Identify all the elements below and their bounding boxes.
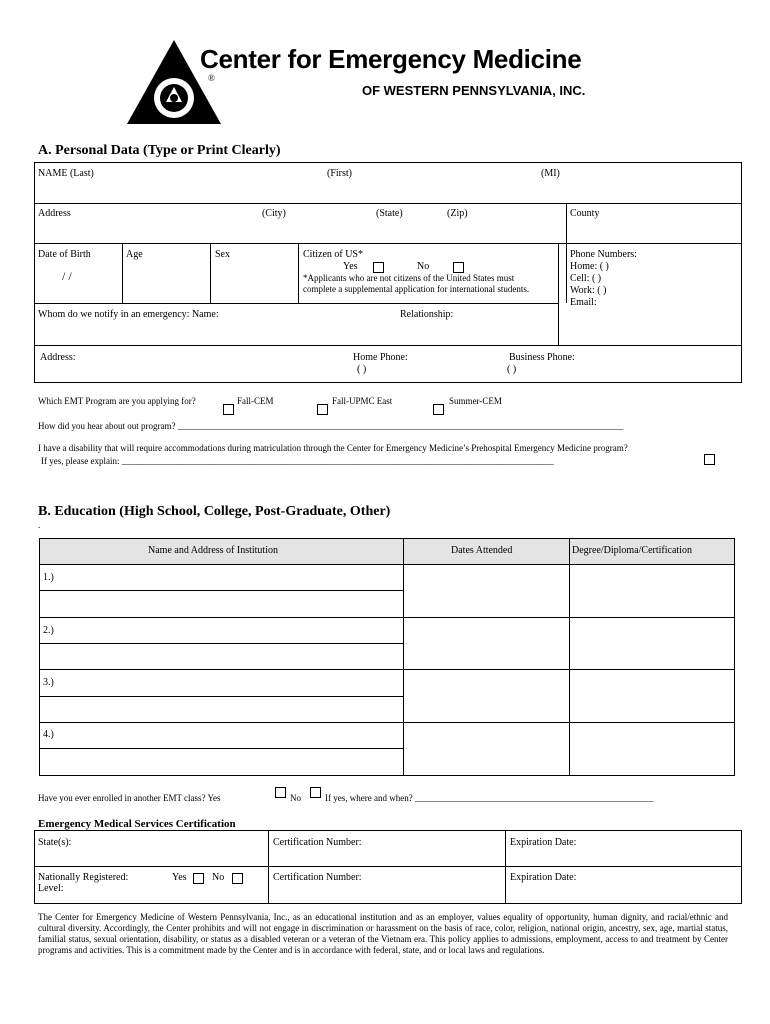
sex-label: Sex: [215, 249, 230, 260]
edu-col-institution: Name and Address of Institution: [148, 545, 278, 556]
home-phone-field[interactable]: Home: ( ): [570, 261, 609, 272]
enrolled-no-checkbox[interactable]: [310, 787, 321, 798]
enrolled-if-yes[interactable]: If yes, where and when? _____________________________________________________: [325, 793, 654, 803]
ems-states-label: State(s):: [38, 837, 72, 848]
work-phone-field[interactable]: Work: ( ): [570, 285, 607, 296]
emergency-business-phone-label: Business Phone:: [509, 352, 575, 363]
state-label: (State): [376, 208, 403, 219]
emergency-contact-label: Whom do we notify in an emergency: Name:: [38, 309, 219, 320]
city-label: (City): [262, 208, 286, 219]
disability-explain[interactable]: If yes, please explain: ________________________________________________________________________________________________: [41, 456, 554, 466]
name-mi-label: (MI): [541, 168, 560, 179]
ems-title: Emergency Medical Services Certification: [38, 818, 236, 830]
nat-reg-yes-checkbox[interactable]: [193, 873, 204, 884]
section-a-title: A. Personal Data (Type or Print Clearly): [38, 143, 281, 158]
program-question: Which EMT Program are you applying for?: [38, 396, 196, 406]
nat-reg-level-label: Level:: [38, 883, 64, 894]
education-table: [39, 538, 735, 776]
citizen-no-label: No: [417, 261, 430, 272]
address-label: Address: [38, 208, 71, 219]
name-first-label: (First): [327, 168, 352, 179]
county-label: County: [570, 208, 600, 219]
nat-reg-yes-label: Yes: [172, 872, 187, 883]
citizen-yes-label: Yes: [343, 261, 358, 272]
citizen-no-checkbox[interactable]: [453, 262, 464, 273]
disability-question: I have a disability that will require accommodations during matriculation through the Center for Emergency Medicine’s Prehospital Emergency Medicine program?: [38, 443, 628, 453]
nondiscrimination-statement: The Center for Emergency Medicine of Western Pennsylvania, Inc., as an educational institution and as an employer, values equality of opportunity, human dignity, and racial/ethnic and cultural diversity. Accordingly, the Center prohibits and will not engage in discrimination or harassment on the basis of race, color, religion, national origin, ancestry, sex, age, martial status, familial status, sexual orientation, disability, or status as a disabled veteran or a veteran of the Vietnam era. This policy applies to admissions, employment, access to and treatment by Center programs and activities. This is a commitment made by the Center and is in accordance with federal, state, and or local laws and regulations.: [38, 912, 728, 955]
fall-cem-checkbox[interactable]: [223, 404, 234, 415]
enrolled-question: Have you ever enrolled in another EMT class? Yes: [38, 793, 221, 803]
fall-cem-label: Fall-CEM: [237, 396, 274, 406]
citizen-note-1: *Applicants who are not citizens of the United States must: [303, 273, 515, 283]
emergency-home-phone-label: Home Phone:: [353, 352, 408, 363]
dob-label: Date of Birth: [38, 249, 91, 260]
ems-table: [34, 830, 742, 904]
phone-numbers-label: Phone Numbers:: [570, 249, 637, 260]
edu-row-4[interactable]: 4.): [43, 729, 54, 740]
disability-checkbox[interactable]: [704, 454, 715, 465]
hear-about-question[interactable]: How did you hear about out program? ___________________________________________________________________________________________________: [38, 421, 624, 431]
emergency-home-phone-paren[interactable]: ( ): [357, 364, 367, 375]
emergency-business-phone-paren[interactable]: ( ): [507, 364, 517, 375]
edu-col-degree: Degree/Diploma/Certification: [572, 545, 692, 556]
relationship-label: Relationship:: [400, 309, 454, 320]
nat-reg-no-checkbox[interactable]: [232, 873, 243, 884]
fall-upmc-east-checkbox[interactable]: [317, 404, 328, 415]
citizen-note-2: complete a supplemental application for international students.: [303, 284, 530, 294]
zip-label: (Zip): [447, 208, 468, 219]
emergency-address-label: Address:: [40, 352, 76, 363]
edu-row-2[interactable]: 2.): [43, 625, 54, 636]
registered-mark: ®: [208, 73, 215, 83]
enrolled-yes-checkbox[interactable]: [275, 787, 286, 798]
nat-reg-no-label: No: [212, 872, 225, 883]
ems-exp-date-label: Expiration Date:: [510, 837, 577, 848]
section-b-dot: .: [38, 520, 41, 530]
dob-slashes: / /: [62, 269, 72, 283]
age-label: Age: [126, 249, 143, 260]
cell-phone-field[interactable]: Cell: ( ): [570, 273, 602, 284]
citizen-yes-checkbox[interactable]: [373, 262, 384, 273]
org-subtitle: OF WESTERN PENNSYLVANIA, INC.: [362, 83, 586, 98]
fall-upmc-east-label: Fall-UPMC East: [332, 396, 393, 406]
edu-row-3[interactable]: 3.): [43, 677, 54, 688]
ems-cert-number-label-2: Certification Number:: [273, 872, 362, 883]
edu-col-dates: Dates Attended: [451, 545, 513, 556]
ems-exp-date-label-2: Expiration Date:: [510, 872, 577, 883]
name-last-label: NAME (Last): [38, 168, 94, 179]
org-name: Center for Emergency Medicine: [200, 44, 582, 74]
email-field[interactable]: Email:: [570, 297, 597, 308]
ems-cert-number-label: Certification Number:: [273, 837, 362, 848]
citizen-label: Citizen of US*: [303, 249, 363, 260]
summer-cem-label: Summer-CEM: [449, 396, 502, 406]
enrolled-no-label: No: [290, 793, 301, 803]
section-b-title: B. Education (High School, College, Post-Graduate, Other): [38, 504, 391, 519]
nat-reg-label: Nationally Registered:: [38, 872, 129, 883]
edu-row-1[interactable]: 1.): [43, 572, 54, 583]
summer-cem-checkbox[interactable]: [433, 404, 444, 415]
